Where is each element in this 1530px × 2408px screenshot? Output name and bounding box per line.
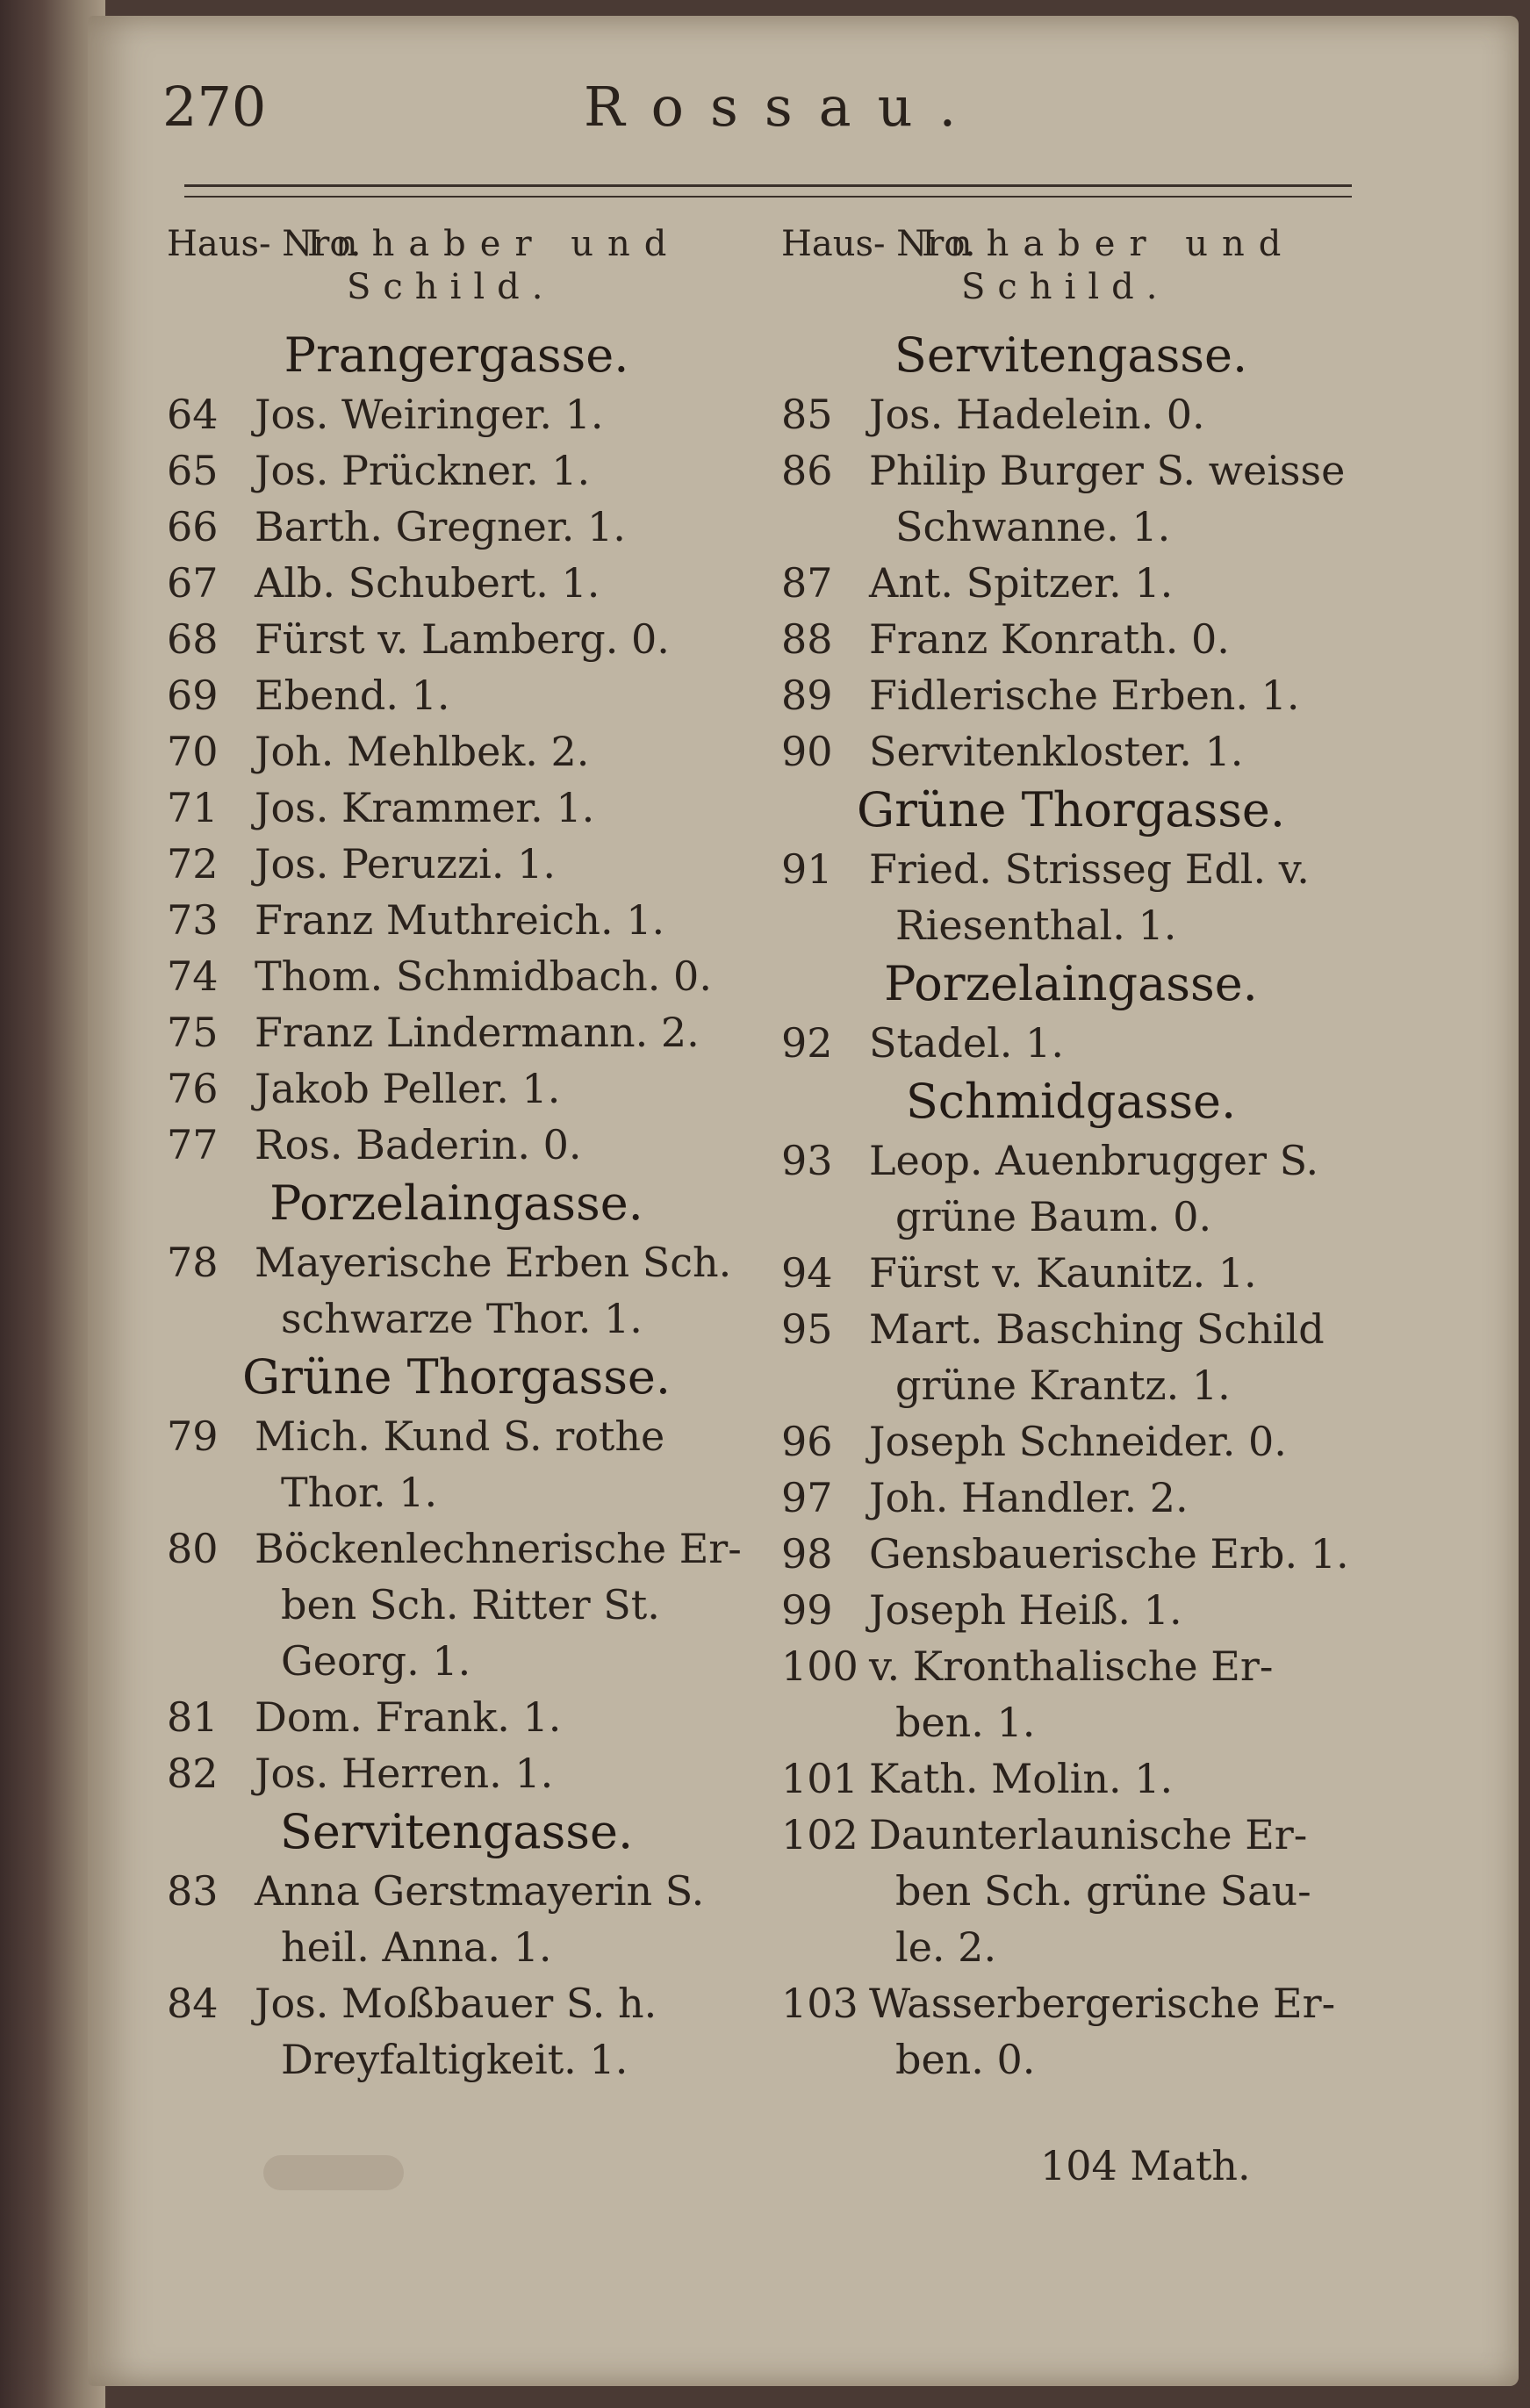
owner-line-continued: Georg. 1.	[281, 1637, 471, 1685]
owner-text	[255, 723, 755, 780]
house-number: 66	[167, 503, 219, 550]
owner-line: Jos. Prückner. 1.	[255, 447, 591, 494]
owner-text	[255, 1060, 755, 1117]
owner-line: Joseph Heiß. 1.	[869, 1586, 1182, 1634]
house-number: 89	[781, 672, 833, 719]
owner-text	[869, 841, 1369, 953]
page-number: 270	[162, 75, 267, 139]
right-entry-list	[772, 325, 1369, 2088]
owner-line: Anna Gerstmayerin S.	[255, 1867, 705, 1915]
street-heading: Grüne Thorgasse.	[241, 1349, 672, 1405]
column-header	[772, 224, 1369, 316]
house-entry	[772, 1245, 1369, 1301]
owner-text	[869, 1975, 1369, 2088]
house-entry	[772, 442, 1369, 555]
owner-text	[255, 442, 755, 499]
house-entry	[158, 948, 755, 1004]
house-number: 77	[167, 1121, 219, 1168]
owner-line: Daunterlaunische Er-	[869, 1811, 1308, 1858]
owner-line-continued: grüne Baum. 0.	[895, 1193, 1212, 1240]
house-number: 92	[781, 1019, 833, 1067]
owner-line: Barth. Gregner. 1.	[255, 503, 626, 550]
owner-line: Ebend. 1.	[255, 672, 450, 719]
house-number: 65	[167, 447, 219, 494]
owner-text	[869, 555, 1369, 611]
house-entry	[772, 667, 1369, 723]
house-number: 78	[167, 1239, 219, 1286]
column-header-house: Haus- Nro.	[167, 224, 362, 264]
house-entry	[772, 1015, 1369, 1071]
house-number: 74	[167, 952, 219, 1000]
owner-line: Thom. Schmidbach. 0.	[255, 952, 712, 1000]
owner-text	[255, 1520, 755, 1689]
owner-text	[869, 1638, 1369, 1750]
owner-line: Wasserbergerische Er-	[869, 1980, 1336, 2027]
house-number: 64	[167, 391, 219, 438]
column-header-sign: Schild.	[347, 267, 556, 307]
owner-text	[869, 1301, 1369, 1413]
catchword: 104 Math.	[1040, 2142, 1251, 2189]
ink-smudge	[263, 2155, 404, 2190]
house-number: 83	[167, 1867, 219, 1915]
owner-line: Jos. Moßbauer S. h.	[255, 1980, 657, 2027]
street-heading: Prangergasse.	[284, 327, 629, 383]
house-entry	[158, 1234, 755, 1347]
house-entry	[772, 1582, 1369, 1638]
house-number: 103	[781, 1980, 858, 2027]
house-number: 81	[167, 1693, 219, 1741]
owner-text	[255, 1234, 755, 1347]
house-number: 100	[781, 1642, 858, 1690]
house-number: 73	[167, 896, 219, 944]
house-number: 84	[167, 1980, 219, 2027]
street-heading: Porzelaingasse.	[884, 956, 1258, 1011]
owner-text	[255, 611, 755, 667]
owner-line-continued: ben. 0.	[895, 2036, 1036, 2083]
owner-text	[255, 1975, 755, 2088]
house-number: 72	[167, 840, 219, 888]
house-entry	[158, 442, 755, 499]
owner-line-continued: ben Sch. Ritter St.	[281, 1581, 660, 1628]
owner-text	[869, 1807, 1369, 1975]
house-entry	[772, 1470, 1369, 1526]
owner-line: Servitenkloster. 1.	[869, 728, 1244, 775]
house-entry	[158, 836, 755, 892]
owner-line: Mich. Kund S. rothe	[255, 1412, 665, 1460]
house-number: 71	[167, 784, 219, 831]
street-heading: Grüne Thorgasse.	[856, 782, 1286, 837]
owner-line-continued: Schwanne. 1.	[895, 503, 1171, 550]
owner-line: Leop. Auenbrugger S.	[869, 1137, 1319, 1184]
owner-line: Fürst v. Lamberg. 0.	[255, 615, 670, 663]
owner-text	[869, 1526, 1369, 1582]
house-entry	[772, 611, 1369, 667]
left-entry-list	[158, 325, 755, 2088]
owner-line: Mart. Basching Schild	[869, 1305, 1325, 1353]
house-number: 94	[781, 1249, 833, 1297]
owner-line: Philip Burger S. weisse	[869, 447, 1346, 494]
owner-text	[255, 386, 755, 442]
page-header	[162, 75, 1356, 145]
house-entry	[158, 780, 755, 836]
house-number: 87	[781, 559, 833, 607]
house-entry	[158, 1060, 755, 1117]
street-heading: Schmidgasse.	[905, 1074, 1237, 1129]
house-entry	[158, 723, 755, 780]
owner-line: Fried. Strisseg Edl. v.	[869, 845, 1310, 893]
house-entry	[772, 841, 1369, 953]
owner-line: Fürst v. Kaunitz. 1.	[869, 1249, 1257, 1297]
owner-line: Franz Lindermann. 2.	[255, 1009, 700, 1056]
house-number: 93	[781, 1137, 833, 1184]
owner-line: Fidlerische Erben. 1.	[869, 672, 1300, 719]
house-entry	[772, 1807, 1369, 1975]
house-entry	[772, 1413, 1369, 1470]
house-number: 79	[167, 1412, 219, 1460]
owner-text	[869, 611, 1369, 667]
owner-text	[869, 723, 1369, 780]
owner-line: Joh. Handler. 2.	[869, 1474, 1189, 1521]
house-entry	[158, 386, 755, 442]
owner-line-continued: Riesenthal. 1.	[895, 902, 1177, 949]
street-heading: Porzelaingasse.	[269, 1175, 643, 1231]
owner-line: Böckenlechnerische Er-	[255, 1525, 742, 1572]
owner-line: Franz Muthreich. 1.	[255, 896, 665, 944]
house-entry	[158, 1745, 755, 1801]
owner-text	[869, 1015, 1369, 1071]
running-title: Rossau.	[584, 75, 983, 139]
owner-text	[255, 1689, 755, 1745]
owner-line-continued: heil. Anna. 1.	[281, 1923, 552, 1971]
house-entry	[158, 1117, 755, 1173]
owner-text	[869, 667, 1369, 723]
owner-line: Joseph Schneider. 0.	[869, 1418, 1287, 1465]
owner-line: Alb. Schubert. 1.	[255, 559, 600, 607]
house-number: 95	[781, 1305, 833, 1353]
owner-text	[255, 1117, 755, 1173]
owner-text	[255, 948, 755, 1004]
owner-text	[869, 1245, 1369, 1301]
owner-line-continued: Thor. 1.	[281, 1469, 438, 1516]
owner-line-continued: ben. 1.	[895, 1699, 1036, 1746]
owner-line: Jos. Hadelein. 0.	[869, 391, 1205, 438]
owner-line-continued: le. 2.	[895, 1923, 997, 1971]
house-number: 85	[781, 391, 833, 438]
house-entry	[158, 667, 755, 723]
house-entry	[158, 611, 755, 667]
owner-line-continued: Dreyfaltigkeit. 1.	[281, 2036, 629, 2083]
column-header-owner: Inhaber und	[922, 224, 1296, 264]
owner-text	[869, 1132, 1369, 1245]
left-column	[158, 224, 755, 2088]
header-rule	[184, 184, 1352, 198]
house-entry	[772, 1526, 1369, 1582]
house-number: 86	[781, 447, 833, 494]
owner-line: Gensbauerische Erb. 1.	[869, 1530, 1349, 1578]
owner-line: Mayerische Erben Sch.	[255, 1239, 732, 1286]
house-entry	[158, 1520, 755, 1689]
owner-line: Jos. Krammer. 1.	[255, 784, 595, 831]
house-number: 67	[167, 559, 219, 607]
owner-text	[255, 499, 755, 555]
owner-text	[255, 892, 755, 948]
house-entry	[158, 1689, 755, 1745]
house-number: 80	[167, 1525, 219, 1572]
right-column	[772, 224, 1369, 2088]
owner-text	[255, 1863, 755, 1975]
house-number: 90	[781, 728, 833, 775]
house-number: 69	[167, 672, 219, 719]
owner-text	[869, 1470, 1369, 1526]
house-number: 88	[781, 615, 833, 663]
owner-text	[255, 1408, 755, 1520]
house-entry	[772, 1132, 1369, 1245]
house-entry	[158, 1863, 755, 1975]
house-entry	[158, 1975, 755, 2088]
owner-line: Ant. Spitzer. 1.	[869, 559, 1174, 607]
house-entry	[772, 1301, 1369, 1413]
owner-line: Kath. Molin. 1.	[869, 1755, 1174, 1802]
owner-line: v. Kronthalische Er-	[869, 1642, 1274, 1690]
owner-line: Jos. Peruzzi. 1.	[255, 840, 557, 888]
house-entry	[772, 555, 1369, 611]
owner-text	[869, 386, 1369, 442]
house-number: 68	[167, 615, 219, 663]
column-header-owner: Inhaber und	[307, 224, 681, 264]
house-number: 97	[781, 1474, 833, 1521]
column-header	[158, 224, 755, 316]
owner-text	[255, 780, 755, 836]
owner-text	[869, 1582, 1369, 1638]
house-entry	[772, 723, 1369, 780]
house-number: 76	[167, 1065, 219, 1112]
house-number: 75	[167, 1009, 219, 1056]
street-heading: Servitengasse.	[279, 1804, 634, 1859]
house-number: 102	[781, 1811, 858, 1858]
owner-line: Joh. Mehlbek. 2.	[255, 728, 590, 775]
house-entry	[772, 1750, 1369, 1807]
house-number: 96	[781, 1418, 833, 1465]
house-entry	[158, 555, 755, 611]
owner-line: Franz Konrath. 0.	[869, 615, 1230, 663]
house-entry	[772, 1638, 1369, 1750]
owner-line-continued: ben Sch. grüne Sau-	[895, 1867, 1311, 1915]
owner-line: Jos. Herren. 1.	[255, 1750, 554, 1797]
owner-text	[255, 1004, 755, 1060]
owner-text	[255, 555, 755, 611]
owner-line: Dom. Frank. 1.	[255, 1693, 562, 1741]
house-number: 98	[781, 1530, 833, 1578]
owner-line-continued: schwarze Thor. 1.	[281, 1295, 643, 1342]
column-header-sign: Schild.	[961, 267, 1170, 307]
owner-text	[869, 442, 1369, 555]
house-number: 101	[781, 1755, 858, 1802]
house-entry	[772, 1975, 1369, 2088]
owner-line: Jos. Weiringer. 1.	[255, 391, 604, 438]
owner-line: Jakob Peller. 1.	[255, 1065, 561, 1112]
owner-text	[255, 667, 755, 723]
owner-text	[255, 1745, 755, 1801]
column-header-house: Haus- Nro.	[781, 224, 976, 264]
owner-text	[869, 1413, 1369, 1470]
house-entry	[772, 386, 1369, 442]
owner-text	[869, 1750, 1369, 1807]
owner-text	[255, 836, 755, 892]
house-entry	[158, 892, 755, 948]
house-number: 99	[781, 1586, 833, 1634]
house-number: 82	[167, 1750, 219, 1797]
house-number: 91	[781, 845, 833, 893]
house-entry	[158, 1408, 755, 1520]
owner-line: Stadel. 1.	[869, 1019, 1064, 1067]
house-entry	[158, 499, 755, 555]
street-heading: Servitengasse.	[894, 327, 1248, 383]
house-number: 70	[167, 728, 219, 775]
house-entry	[158, 1004, 755, 1060]
owner-line: Ros. Baderin. 0.	[255, 1121, 582, 1168]
owner-line-continued: grüne Krantz. 1.	[895, 1362, 1231, 1409]
